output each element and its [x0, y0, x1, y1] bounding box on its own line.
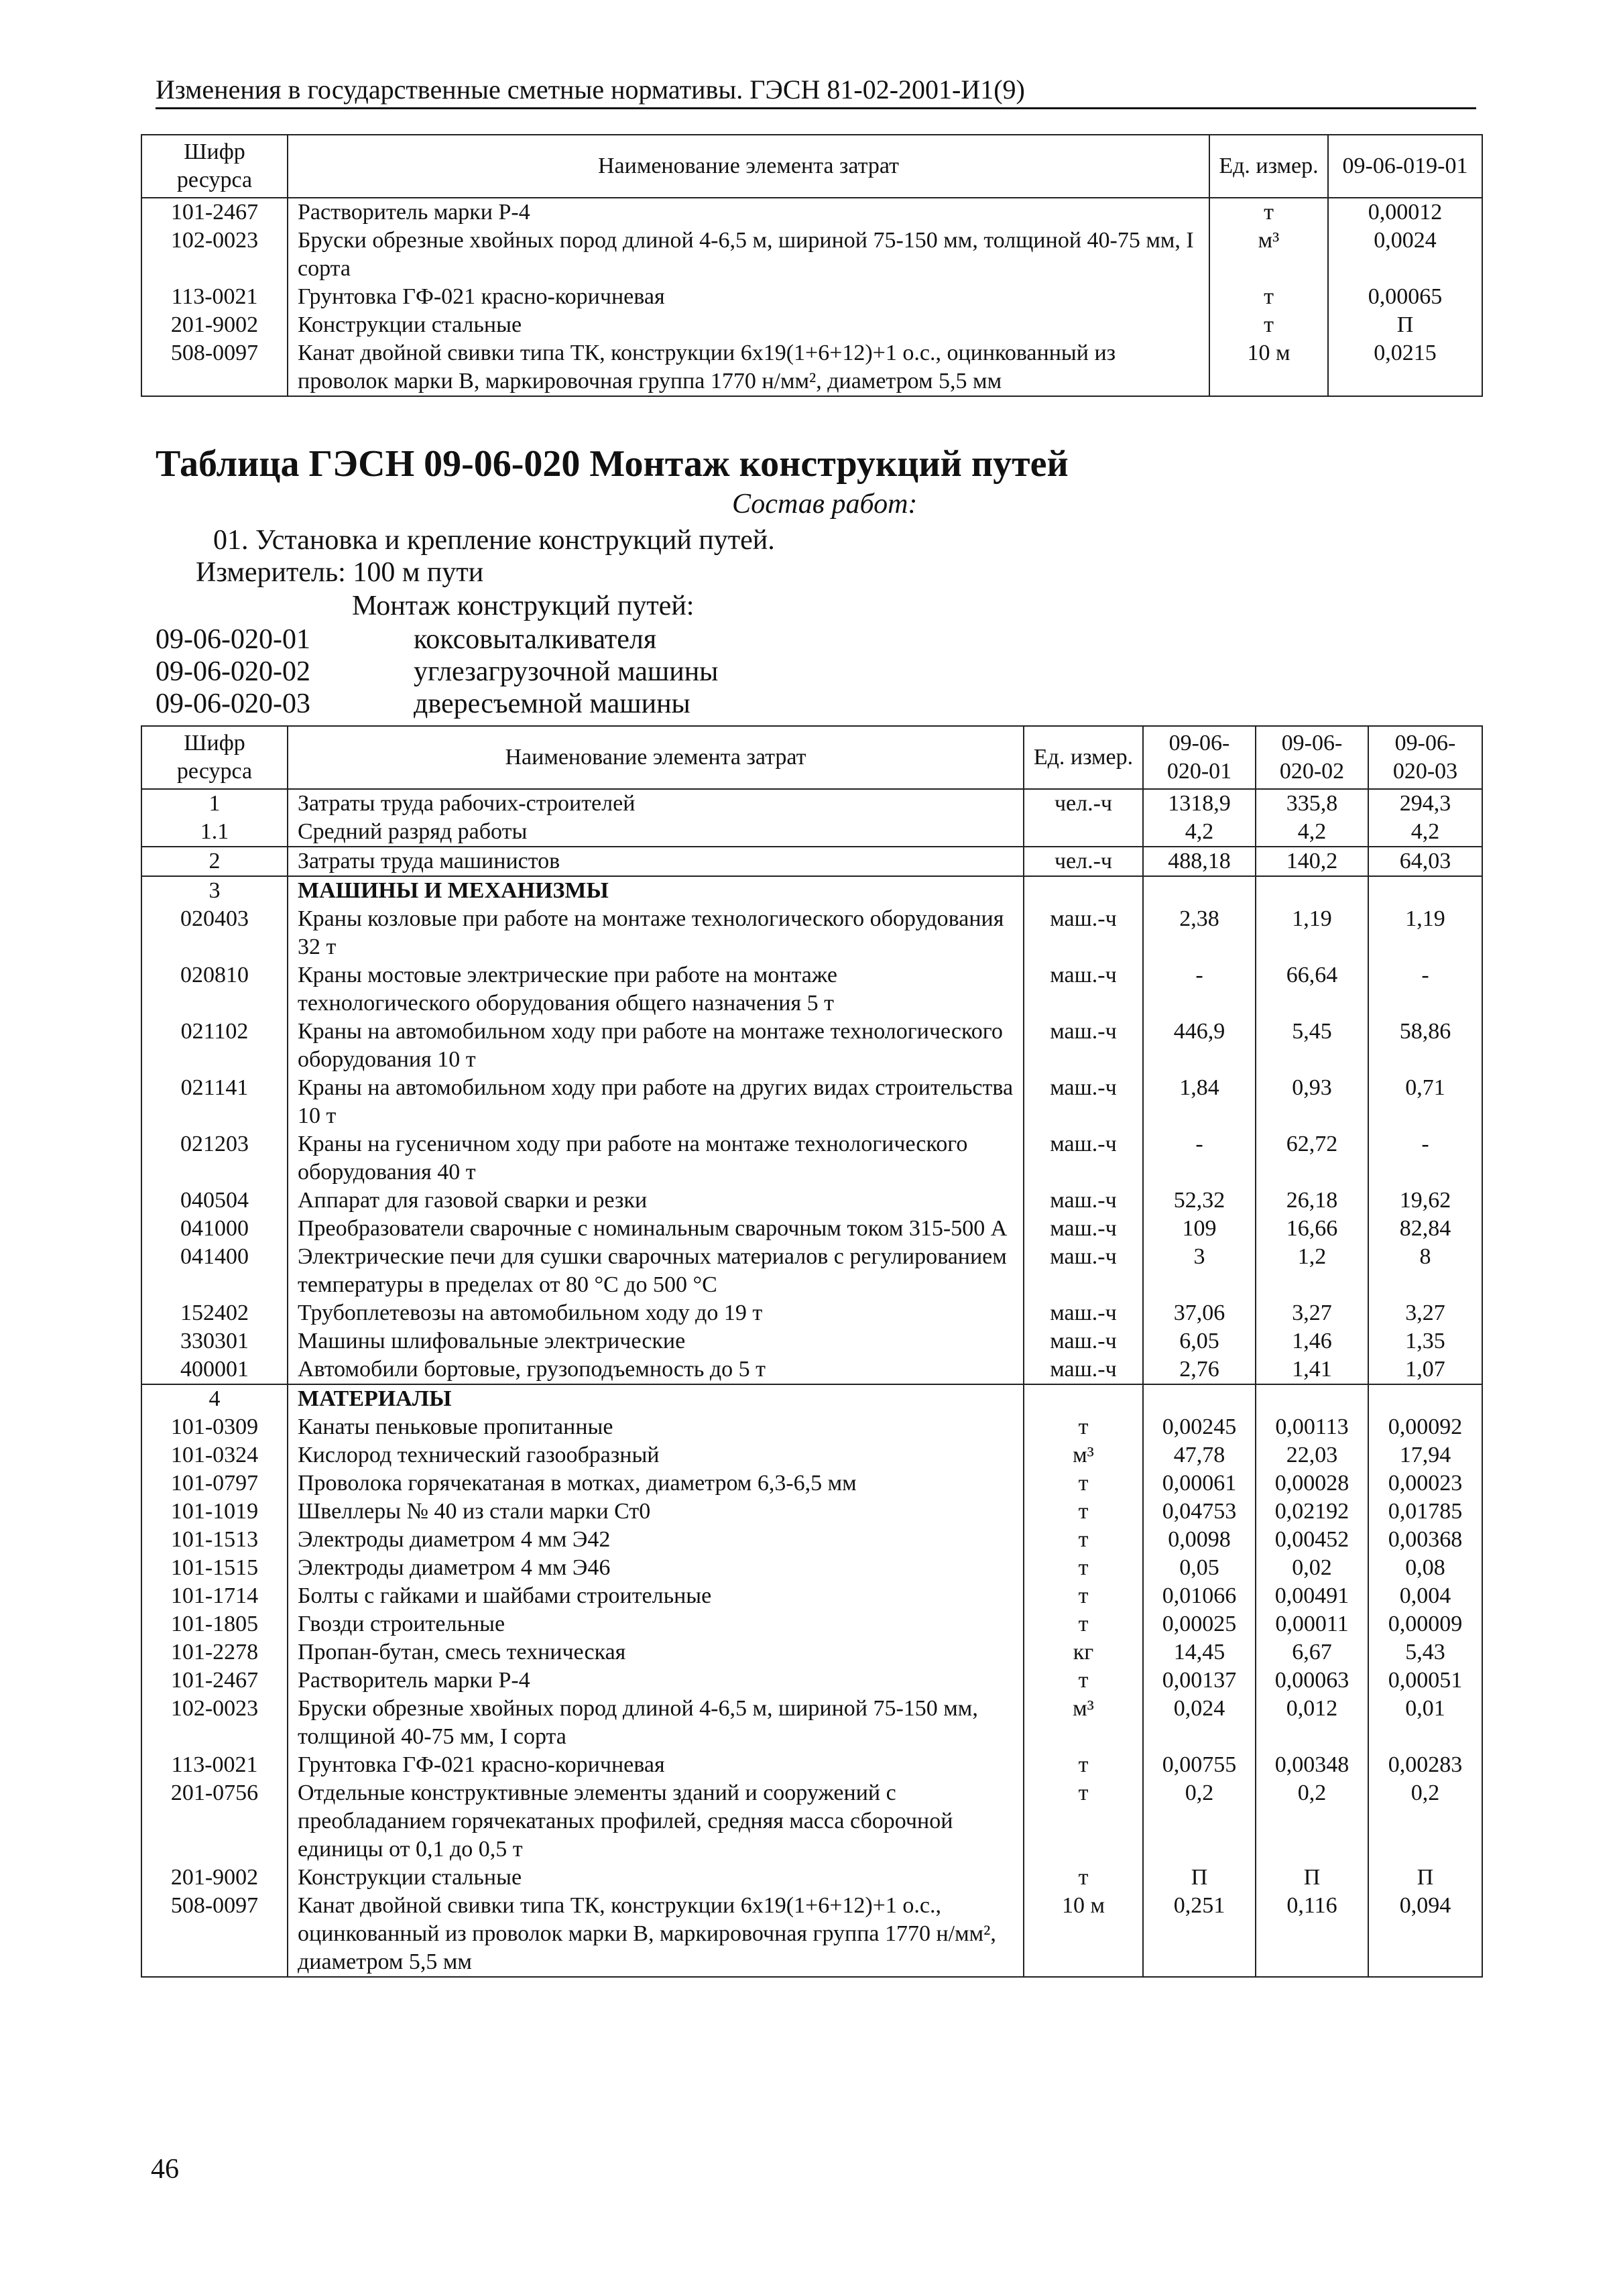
value-cell-03	[1368, 1384, 1482, 1413]
value-cell-03: -	[1368, 1130, 1482, 1187]
resource-code-cell: 330301	[141, 1327, 288, 1355]
value-cell-01: 3	[1143, 1243, 1256, 1299]
value-cell-02: 140,2	[1256, 847, 1368, 876]
value-cell-03: 0,00009	[1368, 1610, 1482, 1638]
unit-cell: т	[1209, 283, 1328, 311]
unit-cell: 10 м	[1209, 339, 1328, 396]
resource-code-cell: 1	[141, 789, 288, 818]
resource-name-cell: Грунтовка ГФ-021 красно-коричневая	[288, 1751, 1024, 1779]
value-cell-01: 47,78	[1143, 1441, 1256, 1469]
table-row	[141, 905, 1482, 961]
table-row	[141, 311, 1482, 339]
value-cell-02: 16,66	[1256, 1215, 1368, 1243]
resource-name-cell: Растворитель марки Р-4	[288, 1667, 1024, 1695]
value-cell-02: 6,67	[1256, 1638, 1368, 1667]
col-header-norm: 09-06-019-01	[1328, 135, 1482, 198]
value-cell-02: 1,19	[1256, 905, 1368, 961]
table-row	[141, 283, 1482, 311]
resource-name-cell: Пропан-бутан, смесь техническая	[288, 1638, 1024, 1667]
unit-cell: м³	[1024, 1695, 1143, 1751]
table-row	[141, 1554, 1482, 1582]
resource-name-cell: Бруски обрезные хвойных пород длиной 4-6,5 м, шириной 75-150 мм, толщиной 40-75 мм, I сорта	[288, 1695, 1024, 1751]
value-cell-01: П	[1143, 1864, 1256, 1892]
table-gesn-09-06-020	[141, 725, 1483, 1978]
resource-name-cell: Отдельные конструктивные элементы зданий и сооружений с преобладанием горячекатаных профилей, средняя масса сборочной единицы от 0,1 до 0,5 т	[288, 1779, 1024, 1864]
resource-code-cell: 400001	[141, 1355, 288, 1384]
page-number: 46	[151, 2154, 179, 2185]
value-cell-03: 0,00368	[1368, 1526, 1482, 1554]
value-cell-01: 0,00245	[1143, 1413, 1256, 1441]
col-header-name: Наименование элемента затрат	[288, 726, 1024, 789]
meter	[196, 556, 483, 589]
resource-code-cell: 102-0023	[141, 227, 288, 283]
table-row	[141, 1384, 1482, 1413]
resource-code-cell: 101-0797	[141, 1469, 288, 1498]
resource-code-cell: 101-2467	[141, 198, 288, 227]
value-cell-03: 0,71	[1368, 1074, 1482, 1130]
table-row	[141, 1187, 1482, 1215]
page-header: Изменения в государственные сметные нормативы. ГЭСН 81-02-2001-И1(9)	[156, 72, 1476, 109]
value-cell-03: 0,01	[1368, 1695, 1482, 1751]
resource-name-cell: Автомобили бортовые, грузоподъемность до 5 т	[288, 1355, 1024, 1384]
value-cell-01: 1318,9	[1143, 789, 1256, 818]
value-cell: 0,0215	[1328, 339, 1482, 396]
col-header-unit: Ед. измер.	[1209, 135, 1328, 198]
table-row	[141, 1327, 1482, 1355]
resource-code-cell: 101-1805	[141, 1610, 288, 1638]
unit-cell: маш.-ч	[1024, 905, 1143, 961]
value-cell-02: 0,02192	[1256, 1498, 1368, 1526]
resource-name-cell: Аппарат для газовой сварки и резки	[288, 1187, 1024, 1215]
unit-cell: чел.-ч	[1024, 847, 1143, 876]
resource-code-cell: 020810	[141, 961, 288, 1018]
value-cell-01: 52,32	[1143, 1187, 1256, 1215]
col-header-norm-03: 09-06-020-03	[1368, 726, 1482, 789]
resource-name-cell: Краны на автомобильном ходу при работе на монтаже технологического оборудования 10 т	[288, 1018, 1024, 1074]
norm-code: 09-06-020-01	[156, 624, 310, 655]
resource-code-cell: 201-9002	[141, 311, 288, 339]
value-cell-01: -	[1143, 1130, 1256, 1187]
value-cell-03: П	[1368, 1864, 1482, 1892]
table-row	[141, 1610, 1482, 1638]
table-row	[141, 1074, 1482, 1130]
value-cell-02	[1256, 876, 1368, 905]
unit-cell: маш.-ч	[1024, 1187, 1143, 1215]
value-cell-01: 37,06	[1143, 1299, 1256, 1327]
resource-name-cell: Гвозди строительные	[288, 1610, 1024, 1638]
table-row	[141, 227, 1482, 283]
resource-code-cell: 101-1714	[141, 1582, 288, 1610]
value-cell-03: 64,03	[1368, 847, 1482, 876]
table-row	[141, 1892, 1482, 1977]
section-title: Таблица ГЭСН 09-06-020 Монтаж конструкций путей	[156, 443, 1069, 485]
unit-cell: маш.-ч	[1024, 1243, 1143, 1299]
value-cell-03: 1,19	[1368, 905, 1482, 961]
table-row	[141, 1355, 1482, 1384]
value-cell-03: 0,00023	[1368, 1469, 1482, 1498]
value-cell-03: 294,3	[1368, 789, 1482, 818]
table-row	[141, 1751, 1482, 1779]
unit-cell: кг	[1024, 1638, 1143, 1667]
resource-code-cell: 4	[141, 1384, 288, 1413]
resource-code-cell: 508-0097	[141, 339, 288, 396]
resource-code-cell: 101-1513	[141, 1526, 288, 1554]
resource-code-cell: 101-2278	[141, 1638, 288, 1667]
value-cell-03: 0,00283	[1368, 1751, 1482, 1779]
value-cell-02: 26,18	[1256, 1187, 1368, 1215]
unit-cell	[1024, 1384, 1143, 1413]
value-cell-01: 4,2	[1143, 818, 1256, 847]
value-cell-01: 0,04753	[1143, 1498, 1256, 1526]
value-cell-01: 0,0098	[1143, 1526, 1256, 1554]
value-cell-03: 0,01785	[1368, 1498, 1482, 1526]
value-cell-02: 1,2	[1256, 1243, 1368, 1299]
unit-cell: т	[1209, 311, 1328, 339]
resource-code-cell: 021102	[141, 1018, 288, 1074]
resource-name-cell: Швеллеры № 40 из стали марки Ст0	[288, 1498, 1024, 1526]
resource-code-cell: 1.1	[141, 818, 288, 847]
unit-cell: маш.-ч	[1024, 1355, 1143, 1384]
value-cell-01: 488,18	[1143, 847, 1256, 876]
value-cell-02: 0,012	[1256, 1695, 1368, 1751]
table-row	[141, 1130, 1482, 1187]
value-cell-03: 5,43	[1368, 1638, 1482, 1667]
table-row	[141, 961, 1482, 1018]
value-cell-03: 8	[1368, 1243, 1482, 1299]
value-cell-02: 0,00491	[1256, 1582, 1368, 1610]
value-cell-02: 1,46	[1256, 1327, 1368, 1355]
value-cell-01: 0,01066	[1143, 1582, 1256, 1610]
col-header-unit: Ед. измер.	[1024, 726, 1143, 789]
unit-cell	[1024, 876, 1143, 905]
meter-label: Измеритель:	[196, 557, 346, 588]
resource-name-cell: Канат двойной свивки типа ТК, конструкции 6х19(1+6+12)+1 о.с., оцинкованный из проволок марки В, маркировочная группа 1770 н/мм², диаметром 5,5 мм	[288, 1892, 1024, 1977]
table-row	[141, 1441, 1482, 1469]
value-cell-01: 2,76	[1143, 1355, 1256, 1384]
norm-name: углезагрузочной машины	[414, 656, 719, 687]
unit-cell: т	[1024, 1751, 1143, 1779]
value-cell-02: 3,27	[1256, 1299, 1368, 1327]
table-row	[141, 1638, 1482, 1667]
resource-code-cell: 101-0324	[141, 1441, 288, 1469]
unit-cell: чел.-ч	[1024, 789, 1143, 818]
resource-code-cell: 152402	[141, 1299, 288, 1327]
resource-name-cell: Электроды диаметром 4 мм Э46	[288, 1554, 1024, 1582]
meter-value: 100 м пути	[353, 557, 484, 588]
value-cell-03: -	[1368, 961, 1482, 1018]
col-header-norm-02: 09-06-020-02	[1256, 726, 1368, 789]
value-cell-02: 0,02	[1256, 1554, 1368, 1582]
table-row	[141, 1215, 1482, 1243]
norm-name: коксовыталкивателя	[414, 624, 657, 655]
unit-cell: т	[1024, 1582, 1143, 1610]
work-item: 01. Установка и крепление конструкций путей.	[213, 525, 775, 556]
resource-code-cell: 101-1515	[141, 1554, 288, 1582]
resource-name-cell: Канаты пеньковые пропитанные	[288, 1413, 1024, 1441]
resource-code-cell: 113-0021	[141, 283, 288, 311]
table-row	[141, 1526, 1482, 1554]
col-header-norm-01: 09-06-020-01	[1143, 726, 1256, 789]
value-cell-02: 0,116	[1256, 1892, 1368, 1977]
resource-code-cell: 101-0309	[141, 1413, 288, 1441]
value-cell-01: -	[1143, 961, 1256, 1018]
norm-subheading: Монтаж конструкций путей:	[352, 591, 695, 621]
value-cell-01: 446,9	[1143, 1018, 1256, 1074]
resource-code-cell: 113-0021	[141, 1751, 288, 1779]
value-cell-01: 0,00755	[1143, 1751, 1256, 1779]
resource-name-cell: Машины шлифовальные электрические	[288, 1327, 1024, 1355]
table-row	[141, 876, 1482, 905]
resource-name-cell: Преобразователи сварочные с номинальным сварочным током 315-500 А	[288, 1215, 1024, 1243]
resource-code-cell: 508-0097	[141, 1892, 288, 1977]
unit-cell: маш.-ч	[1024, 1130, 1143, 1187]
table-row	[141, 1018, 1482, 1074]
unit-cell: маш.-ч	[1024, 1299, 1143, 1327]
value-cell-02: 0,00348	[1256, 1751, 1368, 1779]
value-cell: 0,00012	[1328, 198, 1482, 227]
norm-code: 09-06-020-02	[156, 656, 310, 687]
value-cell-02: 0,00028	[1256, 1469, 1368, 1498]
value-cell-03: 0,2	[1368, 1779, 1482, 1864]
unit-cell: т	[1024, 1864, 1143, 1892]
resource-name-cell: Краны козловые при работе на монтаже технологического оборудования 32 т	[288, 905, 1024, 961]
value-cell-02: 0,00452	[1256, 1526, 1368, 1554]
value-cell-01: 0,00025	[1143, 1610, 1256, 1638]
resource-code-cell: 2	[141, 847, 288, 876]
value-cell-01: 0,251	[1143, 1892, 1256, 1977]
table-row	[141, 1299, 1482, 1327]
table-row	[141, 339, 1482, 396]
unit-cell: м³	[1024, 1441, 1143, 1469]
resource-name-cell: Конструкции стальные	[288, 1864, 1024, 1892]
resource-code-cell: 020403	[141, 905, 288, 961]
resource-name-cell: Бруски обрезные хвойных пород длиной 4-6,5 м, шириной 75-150 мм, толщиной 40-75 мм, I сорта	[288, 227, 1209, 283]
resource-name-cell: Краны на автомобильном ходу при работе на других видах строительства 10 т	[288, 1074, 1024, 1130]
value-cell-02: 62,72	[1256, 1130, 1368, 1187]
value-cell-01	[1143, 1384, 1256, 1413]
value-cell-03: 82,84	[1368, 1215, 1482, 1243]
value-cell-01: 0,2	[1143, 1779, 1256, 1864]
resource-name-cell: Растворитель марки Р-4	[288, 198, 1209, 227]
unit-cell: т	[1024, 1779, 1143, 1864]
value-cell-03: 58,86	[1368, 1018, 1482, 1074]
value-cell-01: 14,45	[1143, 1638, 1256, 1667]
resource-name-cell: Электрические печи для сушки сварочных материалов с регулированием температуры в пределах от 80 °С до 500 °С	[288, 1243, 1024, 1299]
resource-code-cell: 101-2467	[141, 1667, 288, 1695]
resource-code-cell: 102-0023	[141, 1695, 288, 1751]
unit-cell: т	[1024, 1526, 1143, 1554]
resource-code-cell: 3	[141, 876, 288, 905]
value-cell-03: 0,094	[1368, 1892, 1482, 1977]
col-header-name: Наименование элемента затрат	[288, 135, 1209, 198]
table-row	[141, 1695, 1482, 1751]
table-row	[141, 1864, 1482, 1892]
resource-name-cell: Затраты труда машинистов	[288, 847, 1024, 876]
resource-name-cell: Конструкции стальные	[288, 311, 1209, 339]
table-body	[141, 198, 1482, 396]
table-body	[141, 789, 1482, 1977]
unit-cell: маш.-ч	[1024, 1074, 1143, 1130]
unit-cell: т	[1024, 1413, 1143, 1441]
norm-code: 09-06-020-03	[156, 688, 310, 719]
resource-name-cell: Электроды диаметром 4 мм Э42	[288, 1526, 1024, 1554]
resource-code-cell: 041400	[141, 1243, 288, 1299]
value-cell-01: 1,84	[1143, 1074, 1256, 1130]
resource-code-cell: 101-1019	[141, 1498, 288, 1526]
work-composition-label: Состав работ:	[732, 489, 918, 520]
value-cell-03	[1368, 876, 1482, 905]
resource-name-cell: Краны на гусеничном ходу при работе на монтаже технологического оборудования 40 т	[288, 1130, 1024, 1187]
value-cell-03: 1,07	[1368, 1355, 1482, 1384]
resource-name-cell: Затраты труда рабочих-строителей	[288, 789, 1024, 818]
value-cell-03: 19,62	[1368, 1187, 1482, 1215]
unit-cell: т	[1024, 1469, 1143, 1498]
unit-cell: маш.-ч	[1024, 1215, 1143, 1243]
unit-cell: маш.-ч	[1024, 961, 1143, 1018]
value-cell-02: 0,93	[1256, 1074, 1368, 1130]
table-row	[141, 1413, 1482, 1441]
resource-name-cell: Канат двойной свивки типа ТК, конструкции 6х19(1+6+12)+1 о.с., оцинкованный из проволок марки В, маркировочная группа 1770 н/мм², диаметром 5,5 мм	[288, 339, 1209, 396]
table-row	[141, 1498, 1482, 1526]
value-cell-02: 0,00011	[1256, 1610, 1368, 1638]
value-cell: П	[1328, 311, 1482, 339]
resource-code-cell: 201-9002	[141, 1864, 288, 1892]
table-gesn-09-06-019	[141, 134, 1483, 397]
table-row	[141, 1469, 1482, 1498]
value-cell-01: 109	[1143, 1215, 1256, 1243]
value-cell-02: 0,2	[1256, 1779, 1368, 1864]
value-cell-01	[1143, 876, 1256, 905]
table-row	[141, 1779, 1482, 1864]
norm-name: двересъемной машины	[414, 688, 690, 719]
resource-code-cell: 041000	[141, 1215, 288, 1243]
value-cell: 0,00065	[1328, 283, 1482, 311]
resource-name-cell: Краны мостовые электрические при работе на монтаже технологического оборудования общего назначения 5 т	[288, 961, 1024, 1018]
resource-name-cell: Трубоплетевозы на автомобильном ходу до 19 т	[288, 1299, 1024, 1327]
resource-code-cell: 021141	[141, 1074, 288, 1130]
resource-code-cell: 040504	[141, 1187, 288, 1215]
unit-cell: маш.-ч	[1024, 1327, 1143, 1355]
value-cell-03: 1,35	[1368, 1327, 1482, 1355]
resource-code-cell: 021203	[141, 1130, 288, 1187]
resource-name-cell: Средний разряд работы	[288, 818, 1024, 847]
unit-cell: м³	[1209, 227, 1328, 283]
resource-code-cell: 201-0756	[141, 1779, 288, 1864]
value-cell-01: 2,38	[1143, 905, 1256, 961]
value-cell-01: 0,05	[1143, 1554, 1256, 1582]
value-cell-02: 22,03	[1256, 1441, 1368, 1469]
col-header-code: Шифр ресурса	[141, 135, 288, 198]
norm-variant	[156, 688, 690, 720]
value-cell-02	[1256, 1384, 1368, 1413]
value-cell-02: 335,8	[1256, 789, 1368, 818]
norm-variant	[156, 623, 656, 656]
unit-cell	[1024, 818, 1143, 847]
resource-name-cell: МАТЕРИАЛЫ	[288, 1384, 1024, 1413]
value-cell: 0,0024	[1328, 227, 1482, 283]
value-cell-01: 0,024	[1143, 1695, 1256, 1751]
value-cell-03: 0,00092	[1368, 1413, 1482, 1441]
unit-cell: т	[1024, 1554, 1143, 1582]
unit-cell: т	[1024, 1667, 1143, 1695]
table-row	[141, 198, 1482, 227]
unit-cell: т	[1209, 198, 1328, 227]
unit-cell: т	[1024, 1610, 1143, 1638]
table-row	[141, 847, 1482, 876]
value-cell-03: 4,2	[1368, 818, 1482, 847]
value-cell-02: П	[1256, 1864, 1368, 1892]
table-row	[141, 818, 1482, 847]
unit-cell: маш.-ч	[1024, 1018, 1143, 1074]
value-cell-02: 0,00063	[1256, 1667, 1368, 1695]
value-cell-01: 0,00137	[1143, 1667, 1256, 1695]
table-row	[141, 789, 1482, 818]
unit-cell: 10 м	[1024, 1892, 1143, 1977]
resource-name-cell: Проволока горячекатаная в мотках, диаметром 6,3-6,5 мм	[288, 1469, 1024, 1498]
unit-cell: т	[1024, 1498, 1143, 1526]
value-cell-03: 0,08	[1368, 1554, 1482, 1582]
value-cell-03: 0,00051	[1368, 1667, 1482, 1695]
resource-name-cell: Болты с гайками и шайбами строительные	[288, 1582, 1024, 1610]
value-cell-02: 1,41	[1256, 1355, 1368, 1384]
resource-name-cell: Кислород технический газообразный	[288, 1441, 1024, 1469]
value-cell-03: 17,94	[1368, 1441, 1482, 1469]
table-row	[141, 1582, 1482, 1610]
resource-name-cell: МАШИНЫ И МЕХАНИЗМЫ	[288, 876, 1024, 905]
table-row	[141, 1667, 1482, 1695]
resource-name-cell: Грунтовка ГФ-021 красно-коричневая	[288, 283, 1209, 311]
norm-variant	[156, 656, 718, 688]
value-cell-03: 0,004	[1368, 1582, 1482, 1610]
value-cell-02: 4,2	[1256, 818, 1368, 847]
value-cell-01: 0,00061	[1143, 1469, 1256, 1498]
value-cell-03: 3,27	[1368, 1299, 1482, 1327]
col-header-code: Шифр ресурса	[141, 726, 288, 789]
value-cell-02: 66,64	[1256, 961, 1368, 1018]
value-cell-02: 0,00113	[1256, 1413, 1368, 1441]
table-row	[141, 1243, 1482, 1299]
value-cell-01: 6,05	[1143, 1327, 1256, 1355]
value-cell-02: 5,45	[1256, 1018, 1368, 1074]
